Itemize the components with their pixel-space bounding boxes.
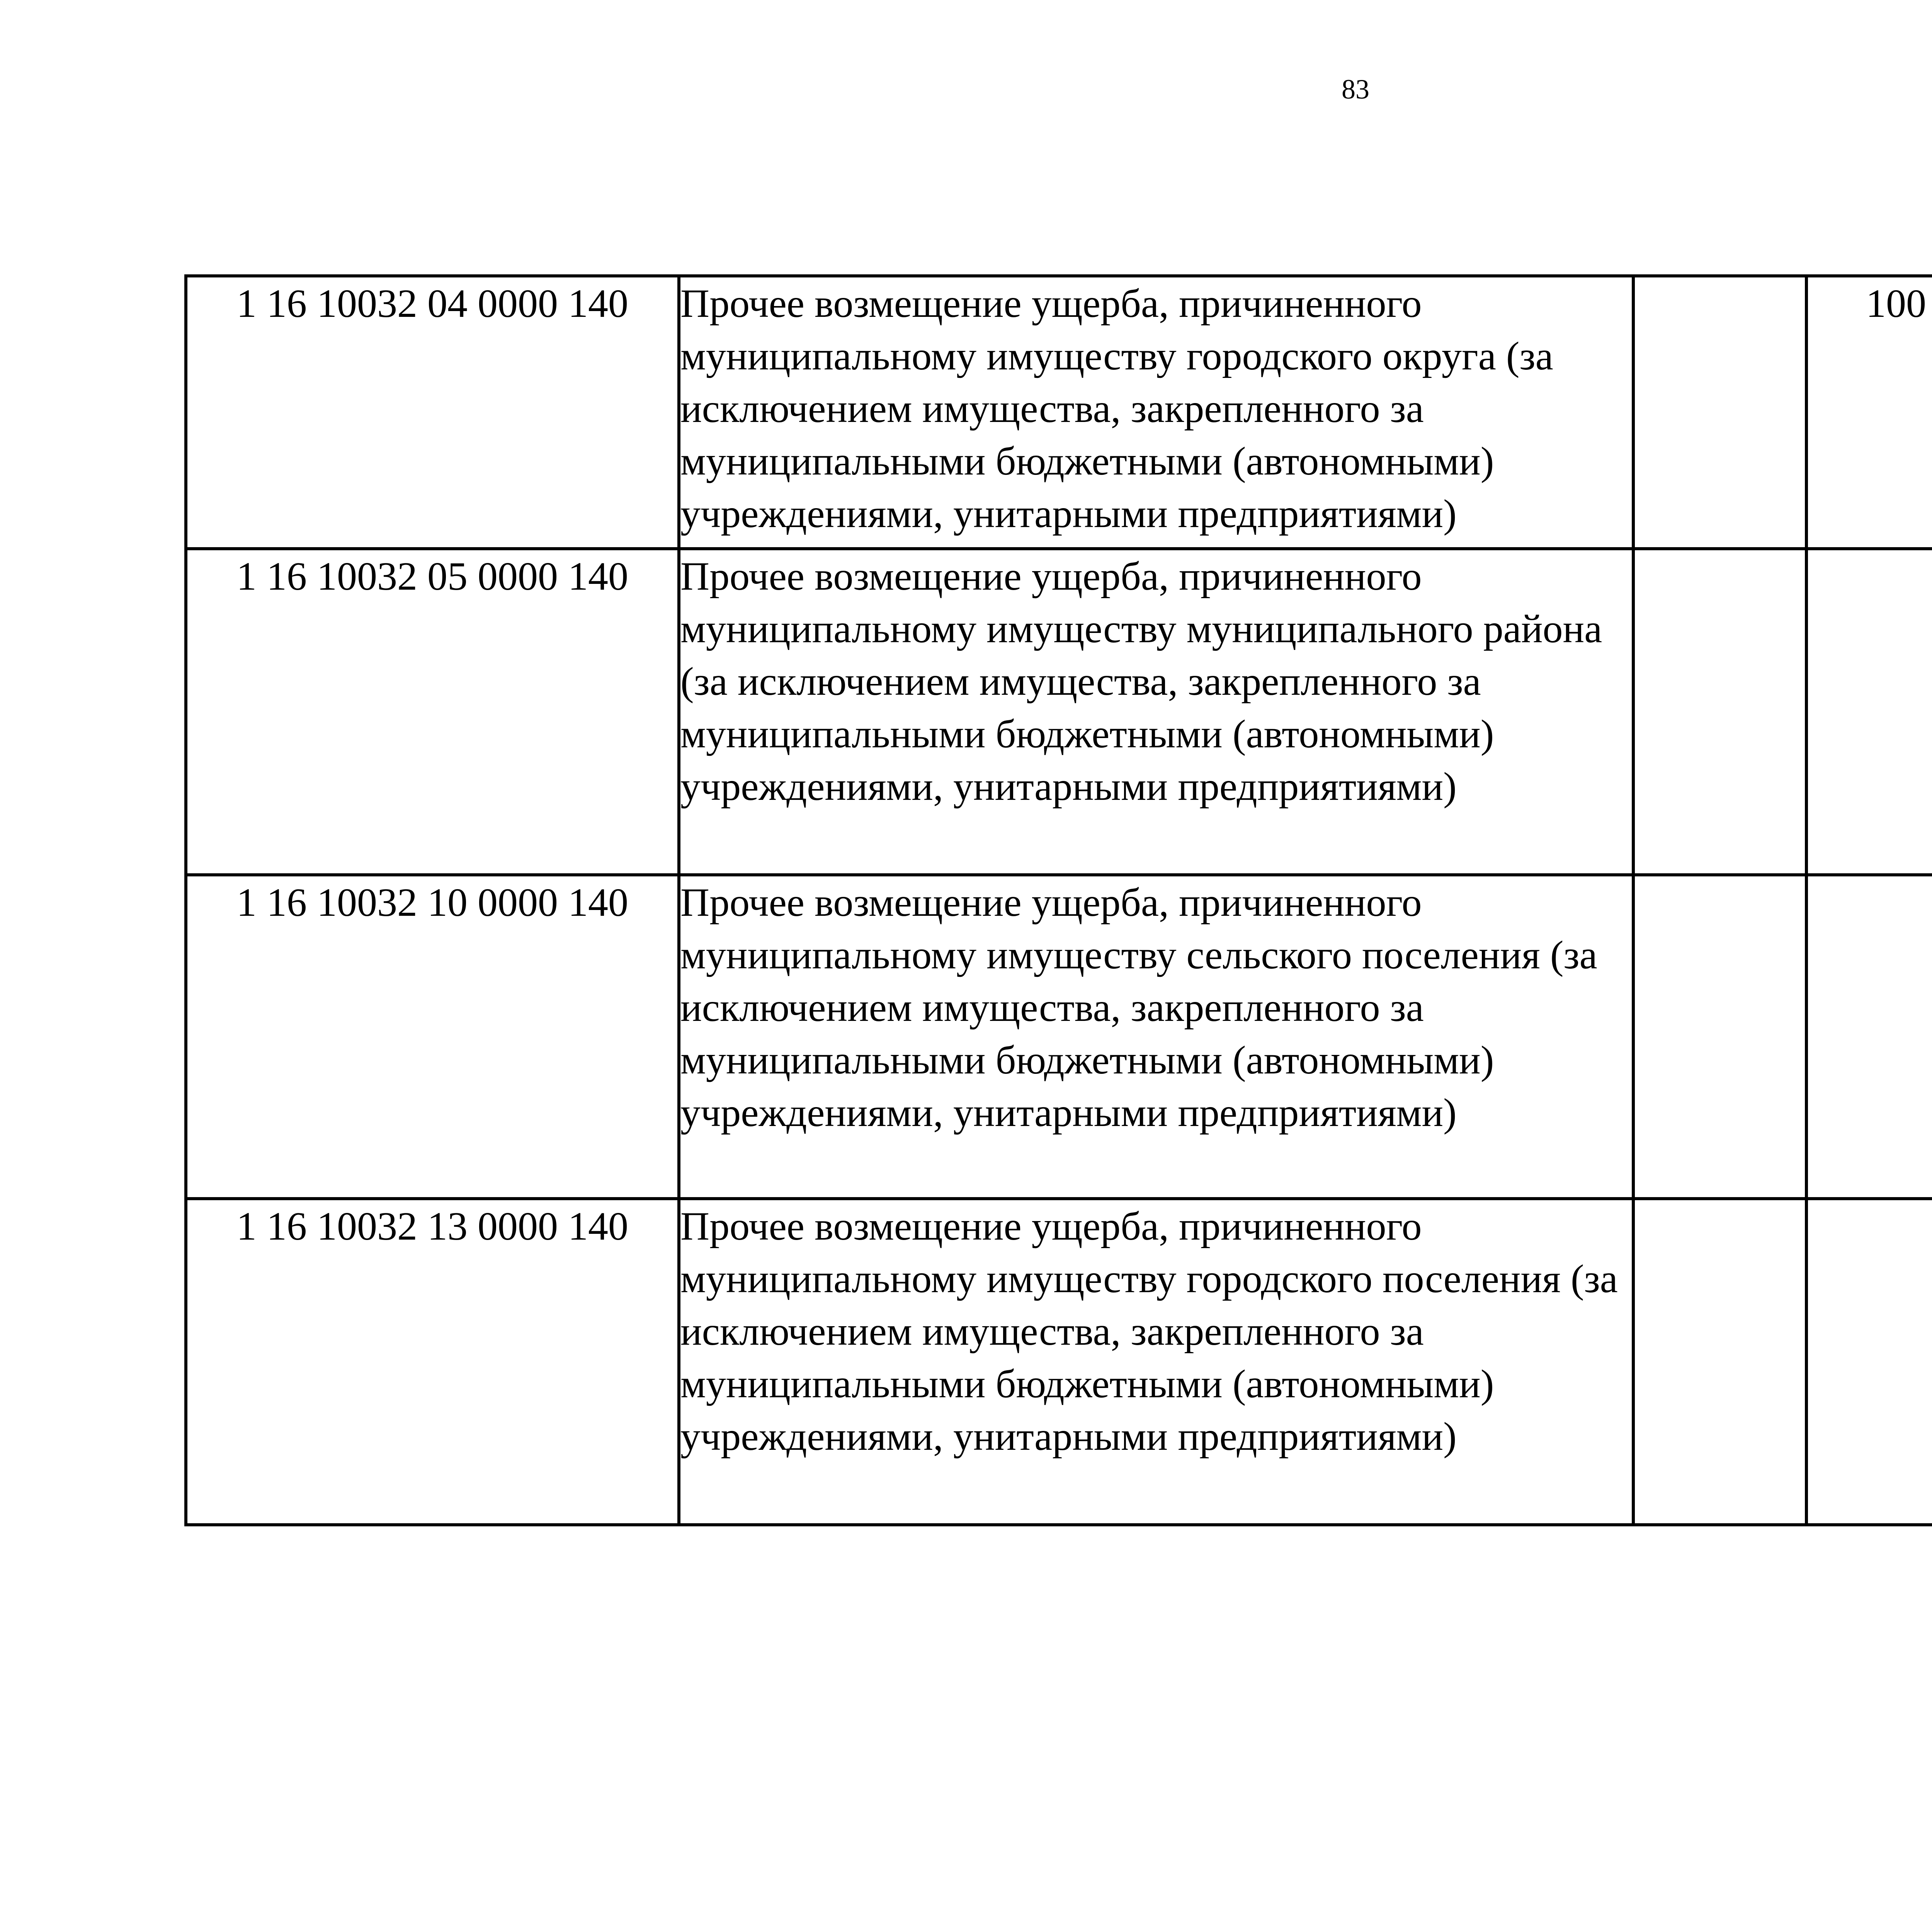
value-cell-1 (1633, 1199, 1806, 1525)
value-cell-1 (1633, 875, 1806, 1199)
value-cell-1 (1633, 549, 1806, 875)
description-cell: Прочее возмещение ущерба, причиненного муниципальному имуществу сельского поселения (за исключением имущества, закрепленного за муниципальными бюджетными (автономными) учреждениями, унитарными предприятиями) (679, 875, 1633, 1199)
kbk-code-cell: 1 16 10032 13 0000 140 (186, 1199, 679, 1525)
kbk-code-cell: 1 16 10032 05 0000 140 (186, 549, 679, 875)
description-cell: Прочее возмещение ущерба, причиненного муниципальному имуществу городского округа (за исключением имущества, закрепленного за муниципальными бюджетными (автономными) учреждениями, унитарными предприятиями) (679, 276, 1633, 549)
value-cell-1 (1633, 276, 1806, 549)
table-row (186, 1199, 1932, 1525)
budget-revenue-table (184, 274, 1932, 1526)
kbk-code-cell: 1 16 10032 10 0000 140 (186, 875, 679, 1199)
value-cell-2: 100 (1806, 276, 1932, 549)
table-row (186, 875, 1932, 1199)
table-row (186, 549, 1932, 875)
description-cell: Прочее возмещение ущерба, причиненного муниципальному имуществу муниципального района (за исключением имущества, закрепленного за муниципальными бюджетными (автономными) учреждениями, унитарными предприятиями) (679, 549, 1633, 875)
value-cell-2 (1806, 549, 1932, 875)
value-cell-2 (1806, 875, 1932, 1199)
table-row (186, 276, 1932, 549)
value-cell-2 (1806, 1199, 1932, 1525)
description-cell: Прочее возмещение ущерба, причиненного муниципальному имуществу городского поселения (за исключением имущества, закрепленного за муниципальными бюджетными (автономными) учреждениями, унитарными предприятиями) (679, 1199, 1633, 1525)
page-number: 83 (1342, 74, 1369, 105)
kbk-code-cell: 1 16 10032 04 0000 140 (186, 276, 679, 549)
